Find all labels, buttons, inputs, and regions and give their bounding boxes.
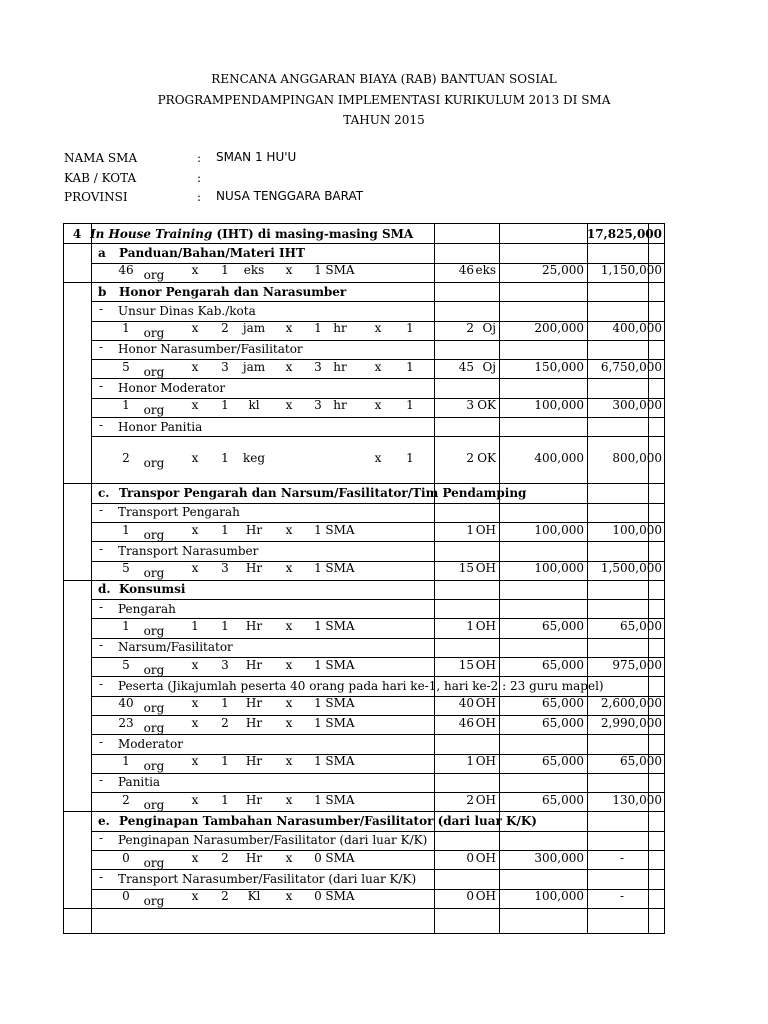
calc-token: org <box>143 701 165 716</box>
amount-cell: 130,000 <box>612 792 662 807</box>
amount-cell: - <box>619 850 624 865</box>
calc-token: x <box>191 450 199 465</box>
section-title-italic: In House Training <box>90 226 213 241</box>
calc-token: x <box>374 398 382 413</box>
amount-cell: 65,000 <box>620 619 662 634</box>
calc-token: 1 <box>221 619 229 634</box>
table-row <box>64 224 664 243</box>
table-row <box>64 282 664 301</box>
calc-token: org <box>143 662 165 677</box>
qty-cell: 1 <box>466 754 474 769</box>
calc-token: x <box>285 850 293 865</box>
price-cell: 65,000 <box>542 619 584 634</box>
calc-token: 1 <box>122 522 130 537</box>
item-dash: - <box>99 379 104 394</box>
calc-token: SMA <box>325 561 355 576</box>
item-dash: - <box>99 301 104 316</box>
calc-token: 0 <box>314 850 322 865</box>
unit-cell: OH <box>475 850 496 865</box>
calc-token: 1 <box>122 619 130 634</box>
item-label: Honor Narasumber/Fasilitator <box>118 342 303 357</box>
amount-cell: 6,750,000 <box>600 359 662 374</box>
calc-token: Hr <box>245 619 263 634</box>
calc-token: hr <box>333 359 347 374</box>
calc-token: Kl <box>247 889 261 904</box>
calc-token: org <box>143 624 165 639</box>
calc-token: x <box>191 696 199 711</box>
calc-token: 2 <box>221 321 229 336</box>
item-label: Narsum/Fasilitator <box>118 640 233 655</box>
calc-token: x <box>285 522 293 537</box>
calc-token: SMA <box>325 889 355 904</box>
calc-token: x <box>191 359 199 374</box>
calc-token: org <box>143 797 165 812</box>
qty-cell: 2 <box>466 792 474 807</box>
price-cell: 65,000 <box>542 792 584 807</box>
kab-kota-colon: : <box>197 171 202 185</box>
calc-token: SMA <box>325 522 355 537</box>
calc-token: x <box>285 321 293 336</box>
item-label: Honor Panitia <box>118 419 203 434</box>
calc-token: 3 <box>314 359 322 374</box>
calc-token: 1 <box>221 792 229 807</box>
price-cell: 65,000 <box>542 696 584 711</box>
calc-token: 1 <box>122 398 130 413</box>
amount-cell: 975,000 <box>612 657 662 672</box>
calc-token: 1 <box>314 263 322 278</box>
item-label: Unsur Dinas Kab./kota <box>118 303 256 318</box>
table-row <box>64 850 664 869</box>
calc-token: 23 <box>118 715 134 730</box>
calc-token: 2 <box>122 792 130 807</box>
calc-token: 1 <box>122 754 130 769</box>
item-dash: - <box>99 773 104 788</box>
calc-token: 1 <box>221 696 229 711</box>
table-row <box>64 301 664 320</box>
item-dash: - <box>99 541 104 556</box>
calc-token: org <box>143 566 165 581</box>
calc-token: SMA <box>325 263 355 278</box>
qty-cell: 0 <box>466 850 474 865</box>
doc-title-line-1: RENCANA ANGGARAN BIAYA (RAB) BANTUAN SOSIAL <box>211 72 557 86</box>
calc-token: x <box>191 792 199 807</box>
calc-token: x <box>285 398 293 413</box>
amount-cell: 2,990,000 <box>600 715 662 730</box>
qty-cell: 2 <box>466 450 474 465</box>
qty-cell: 1 <box>466 522 474 537</box>
unit-cell: OH <box>475 657 496 672</box>
table-row <box>64 889 664 908</box>
sub-label: Panduan/Bahan/Materi IHT <box>119 245 305 260</box>
unit-cell: OK <box>477 398 496 413</box>
calc-token: jam <box>242 359 266 374</box>
calc-token: Hr <box>245 561 263 576</box>
price-cell: 100,000 <box>534 889 584 904</box>
calc-token: 46 <box>118 263 134 278</box>
calc-token: x <box>191 398 199 413</box>
item-label: Moderator <box>118 736 183 751</box>
calc-token: Hr <box>245 522 263 537</box>
table-row <box>64 869 664 888</box>
unit-cell: OH <box>475 696 496 711</box>
amount-cell: 800,000 <box>612 450 662 465</box>
calc-token: 5 <box>122 657 130 672</box>
item-dash: - <box>99 734 104 749</box>
calc-token: 1 <box>221 398 229 413</box>
calc-token: x <box>191 850 199 865</box>
nama-sma-value: SMAN 1 HU'U <box>216 150 297 164</box>
amount-cell: 2,600,000 <box>600 696 662 711</box>
price-cell: 300,000 <box>534 850 584 865</box>
row-number: 4 <box>72 226 82 241</box>
table-row <box>64 561 664 580</box>
table-row <box>64 715 664 734</box>
calc-token: x <box>285 263 293 278</box>
amount-cell: 300,000 <box>612 398 662 413</box>
table-row <box>64 340 664 359</box>
section-total: 17,825,000 <box>586 226 662 241</box>
calc-token: 1 <box>314 754 322 769</box>
sub-letter: d. <box>98 582 111 597</box>
table-row <box>64 359 664 378</box>
table-row <box>64 398 664 417</box>
calc-token: org <box>143 455 165 470</box>
sub-label: Transpor Pengarah dan Narsum/Fasilitator/Tim Pendamping <box>119 485 527 500</box>
calc-token: 0 <box>122 850 130 865</box>
calc-token: x <box>285 619 293 634</box>
calc-token: Hr <box>245 657 263 672</box>
item-dash: - <box>99 869 104 884</box>
item-label: Pengarah <box>118 601 176 616</box>
calc-token: 0 <box>314 889 322 904</box>
sub-label: Honor Pengarah dan Narasumber <box>119 284 347 299</box>
table-row <box>64 503 664 522</box>
calc-token: 5 <box>122 359 130 374</box>
price-cell: 65,000 <box>542 715 584 730</box>
amount-cell: 400,000 <box>612 321 662 336</box>
qty-cell: 46 <box>458 263 474 278</box>
item-dash: - <box>99 340 104 355</box>
table-row <box>64 657 664 676</box>
table-row <box>64 908 664 927</box>
sub-letter: e. <box>98 814 110 829</box>
calc-token: 2 <box>221 889 229 904</box>
sub-letter: b <box>98 284 107 299</box>
table-row <box>64 580 664 599</box>
calc-token: SMA <box>325 850 355 865</box>
calc-token: 5 <box>122 561 130 576</box>
table-row <box>64 754 664 773</box>
calc-token: 3 <box>221 561 229 576</box>
provinsi-label: PROVINSI <box>64 190 128 204</box>
unit-cell: Oj <box>482 321 496 336</box>
item-label: Penginapan Narasumber/Fasilitator (dari luar K/K) <box>118 833 428 848</box>
calc-token: SMA <box>325 754 355 769</box>
calc-token: x <box>191 657 199 672</box>
calc-token: SMA <box>325 715 355 730</box>
sub-letter: c. <box>98 485 110 500</box>
calc-token: 3 <box>314 398 322 413</box>
calc-token: x <box>191 754 199 769</box>
price-cell: 100,000 <box>534 522 584 537</box>
calc-token: 1 <box>221 450 229 465</box>
calc-token: 1 <box>406 398 414 413</box>
calc-token: x <box>285 754 293 769</box>
item-dash: - <box>99 831 104 846</box>
table-row <box>64 243 664 262</box>
calc-token: 2 <box>221 715 229 730</box>
sub-label: Penginapan Tambahan Narasumber/Fasilitator (dari luar K/K) <box>119 814 537 829</box>
price-cell: 65,000 <box>542 657 584 672</box>
calc-token: 40 <box>118 696 134 711</box>
item-label: Panitia <box>118 775 161 790</box>
table-row <box>64 436 664 483</box>
price-cell: 100,000 <box>534 561 584 576</box>
table-row <box>64 811 664 830</box>
qty-cell: 3 <box>466 398 474 413</box>
calc-token: 1 <box>221 263 229 278</box>
calc-token: x <box>191 522 199 537</box>
price-cell: 150,000 <box>534 359 584 374</box>
calc-token: x <box>191 715 199 730</box>
budget-table <box>63 223 665 934</box>
qty-cell: 46 <box>458 715 474 730</box>
price-cell: 400,000 <box>534 450 584 465</box>
table-row <box>64 676 664 695</box>
calc-token: x <box>285 889 293 904</box>
calc-token: SMA <box>325 792 355 807</box>
qty-cell: 15 <box>458 561 474 576</box>
calc-token: 1 <box>314 715 322 730</box>
calc-token: Hr <box>245 715 263 730</box>
calc-token: x <box>191 889 199 904</box>
item-dash: - <box>99 638 104 653</box>
qty-cell: 45 <box>458 359 474 374</box>
calc-token: 2 <box>221 850 229 865</box>
table-row <box>64 618 664 637</box>
calc-token: Hr <box>245 696 263 711</box>
kab-kota-label: KAB / KOTA <box>64 171 137 185</box>
item-label: Transport Pengarah <box>118 505 240 520</box>
calc-token: x <box>285 792 293 807</box>
section-title <box>90 227 413 241</box>
calc-token: 1 <box>406 359 414 374</box>
unit-cell: OH <box>475 754 496 769</box>
unit-cell: eks <box>475 263 496 278</box>
table-row <box>64 522 664 541</box>
calc-token: SMA <box>325 657 355 672</box>
calc-token: 1 <box>314 792 322 807</box>
calc-token: x <box>191 561 199 576</box>
table-row <box>64 378 664 397</box>
calc-token: 1 <box>406 450 414 465</box>
unit-cell: OH <box>475 619 496 634</box>
item-dash: - <box>99 503 104 518</box>
provinsi-value: NUSA TENGGARA BARAT <box>216 189 364 203</box>
calc-token: jam <box>242 321 266 336</box>
calc-token: eks <box>243 263 265 278</box>
item-dash: - <box>99 599 104 614</box>
calc-token: Hr <box>245 850 263 865</box>
section-title-rest: (IHT) di masing-masing SMA <box>212 226 414 241</box>
calc-token: org <box>143 855 165 870</box>
calc-token: SMA <box>325 619 355 634</box>
table-row <box>64 792 664 811</box>
sub-label: Konsumsi <box>119 582 186 597</box>
item-dash: - <box>99 417 104 432</box>
unit-cell: OH <box>475 561 496 576</box>
calc-token: 1 <box>406 321 414 336</box>
doc-title-line-3: TAHUN 2015 <box>343 113 425 127</box>
calc-token: org <box>143 759 165 774</box>
table-row <box>64 321 664 340</box>
qty-cell: 2 <box>466 321 474 336</box>
qty-cell: 1 <box>466 619 474 634</box>
calc-token: org <box>143 326 165 341</box>
calc-token: org <box>143 268 165 283</box>
table-row <box>64 734 664 753</box>
calc-token: org <box>143 894 165 909</box>
item-dash: - <box>99 676 104 691</box>
calc-token: x <box>285 715 293 730</box>
price-cell: 25,000 <box>542 263 584 278</box>
qty-cell: 40 <box>458 696 474 711</box>
calc-token: org <box>143 527 165 542</box>
calc-token: x <box>285 657 293 672</box>
calc-token: 1 <box>314 321 322 336</box>
unit-cell: OH <box>475 715 496 730</box>
calc-token: 1 <box>314 561 322 576</box>
calc-token: hr <box>333 398 347 413</box>
calc-token: x <box>374 450 382 465</box>
calc-token: Hr <box>245 792 263 807</box>
table-row <box>64 638 664 657</box>
qty-cell: 15 <box>458 657 474 672</box>
calc-token: x <box>285 696 293 711</box>
qty-cell: 0 <box>466 889 474 904</box>
calc-token: org <box>143 720 165 735</box>
calc-token: 1 <box>221 522 229 537</box>
table-row <box>64 263 664 282</box>
amount-cell: 1,150,000 <box>600 263 662 278</box>
amount-cell: - <box>619 889 624 904</box>
calc-token: x <box>285 359 293 374</box>
item-label: Transport Narasumber <box>118 543 259 558</box>
sub-letter: a <box>98 245 106 260</box>
item-label: Peserta (Jikajumlah peserta 40 orang pada hari ke-1, hari ke-2 : 23 guru mapel) <box>118 678 604 693</box>
calc-token: x <box>374 321 382 336</box>
table-row <box>64 696 664 715</box>
calc-token: Hr <box>245 754 263 769</box>
doc-title-line-2: PROGRAMPENDAMPINGAN IMPLEMENTASI KURIKULUM 2013 DI SMA <box>157 93 611 107</box>
table-row <box>64 831 664 850</box>
calc-token: 1 <box>221 754 229 769</box>
calc-token: kl <box>248 398 260 413</box>
calc-token: 3 <box>221 359 229 374</box>
unit-cell: OH <box>475 522 496 537</box>
table-row <box>64 483 664 502</box>
item-label: Honor Moderator <box>118 381 226 396</box>
table-row <box>64 417 664 436</box>
calc-token: 1 <box>314 619 322 634</box>
calc-token: 1 <box>314 657 322 672</box>
calc-token: keg <box>242 450 266 465</box>
calc-token: x <box>191 263 199 278</box>
table-row <box>64 599 664 618</box>
price-cell: 100,000 <box>534 398 584 413</box>
calc-token: 3 <box>221 657 229 672</box>
unit-cell: OH <box>475 792 496 807</box>
nama-sma-label: NAMA SMA <box>64 151 138 165</box>
calc-token: 2 <box>122 450 130 465</box>
calc-token: 1 <box>191 619 199 634</box>
item-label: Transport Narasumber/Fasilitator (dari luar K/K) <box>118 871 417 886</box>
calc-token: 0 <box>122 889 130 904</box>
nama-sma-colon: : <box>197 151 202 165</box>
calc-token: org <box>143 364 165 379</box>
amount-cell: 100,000 <box>612 522 662 537</box>
calc-token: 1 <box>122 321 130 336</box>
unit-cell: OK <box>477 450 496 465</box>
calc-token: 1 <box>314 696 322 711</box>
calc-token: 1 <box>314 522 322 537</box>
price-cell: 200,000 <box>534 321 584 336</box>
unit-cell: Oj <box>482 359 496 374</box>
calc-token: hr <box>333 321 347 336</box>
calc-token: x <box>191 321 199 336</box>
table-row <box>64 541 664 560</box>
provinsi-colon: : <box>197 190 202 204</box>
amount-cell: 65,000 <box>620 754 662 769</box>
price-cell: 65,000 <box>542 754 584 769</box>
calc-token: x <box>374 359 382 374</box>
unit-cell: OH <box>475 889 496 904</box>
amount-cell: 1,500,000 <box>600 561 662 576</box>
table-row <box>64 773 664 792</box>
calc-token: SMA <box>325 696 355 711</box>
calc-token: x <box>285 561 293 576</box>
calc-token: org <box>143 403 165 418</box>
